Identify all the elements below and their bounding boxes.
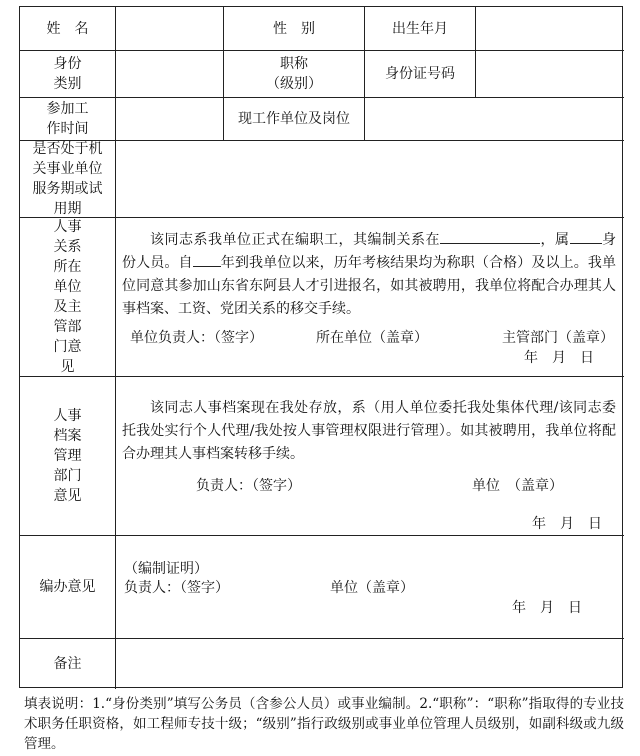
current-unit-label: 现工作单位及岗位 [238,111,350,127]
work-start-value[interactable] [116,98,223,140]
unit-head-signature: 单位负责人：（签字） [130,330,263,346]
archive-opinion-label: 人事 档案 管理 部门 意见 [53,408,82,504]
archive-opinion-paragraph: 该同志人事档案现在我处存放，系（用人单位委托我处集体代理/该同志委托我处实行个人代理/我处按人事管理权限进行管理）。如其被聘用，我单位将配合办理其人事档案转移手续。 [122,400,616,462]
staffing-proof-label: （编制证明） [124,561,208,577]
service-period-label: 是否处于机 关事业单位 服务期或试 用期 [32,141,103,217]
unit-opinion-label: 人事 关系 所在 单位 及主 管部 门意 见 [53,219,82,375]
work-start-label: 参加工 作时间 [46,101,89,137]
staffing-head-signature: 负责人：（签字） [124,580,229,596]
identity-blank[interactable] [570,229,602,244]
unit-paragraph-part-3: 身份人员。自 [122,232,616,271]
remarks-label: 备注 [53,656,82,672]
service-period-value[interactable] [116,141,623,217]
archive-head-signature: 负责人：（签字） [196,478,301,494]
birth-label: 出生年月 [392,20,448,37]
unit-paragraph-part-4: 年到我单位以来，历年考核结果均为称职（合格）及以上。我单位同意其参加山东省东阿县人才引进报名，如其被聘用，我单位将配合办理其人事档案、工资、党团关系的移交手续。 [122,255,617,317]
identity-type-label: 身份 类别 [53,56,82,92]
archive-date: 年 月 日 [532,516,602,532]
unit-paragraph-part-2: ，属 [540,232,570,248]
dept-seal: 主管部门（盖章） [502,330,614,346]
gender-label: 性 别 [273,20,315,37]
archive-unit-seal: 单位 （盖章） [472,478,563,494]
staffing-opinion-label: 编办意见 [39,579,96,595]
staffing-blank[interactable] [440,229,540,244]
name-label: 姓 名 [46,20,89,37]
identity-type-value[interactable] [116,51,223,97]
unit-seal: 所在单位（盖章） [316,330,428,346]
remarks-value[interactable] [116,639,623,689]
unit-date: 年 月 日 [524,350,594,366]
form-footnote: 填表说明：1.“身份类别”填写公务员（含参公人员）或事业编制。2.“职称”：“职称”指取得的专业技术职务任职资格，如工程师专技十级；“级别”指行政级别或事业单位管理人员级别，如副科级或九级管理。 [24,696,624,752]
unit-paragraph-part-1: 该同志系我单位正式在编职工，其编制关系在 [150,232,440,248]
year-blank[interactable] [193,252,221,267]
staffing-unit-seal: 单位（盖章） [330,580,414,596]
registration-form-table [19,6,623,688]
birth-value[interactable] [476,7,623,50]
id-number-value[interactable] [476,51,623,97]
unit-opinion-paragraph [122,229,616,321]
title-label: 职称 （级别） [266,56,322,92]
current-unit-value[interactable] [365,98,623,140]
id-number-label: 身份证号码 [385,66,455,82]
staffing-date: 年 月 日 [512,600,582,616]
name-value[interactable] [116,7,223,50]
